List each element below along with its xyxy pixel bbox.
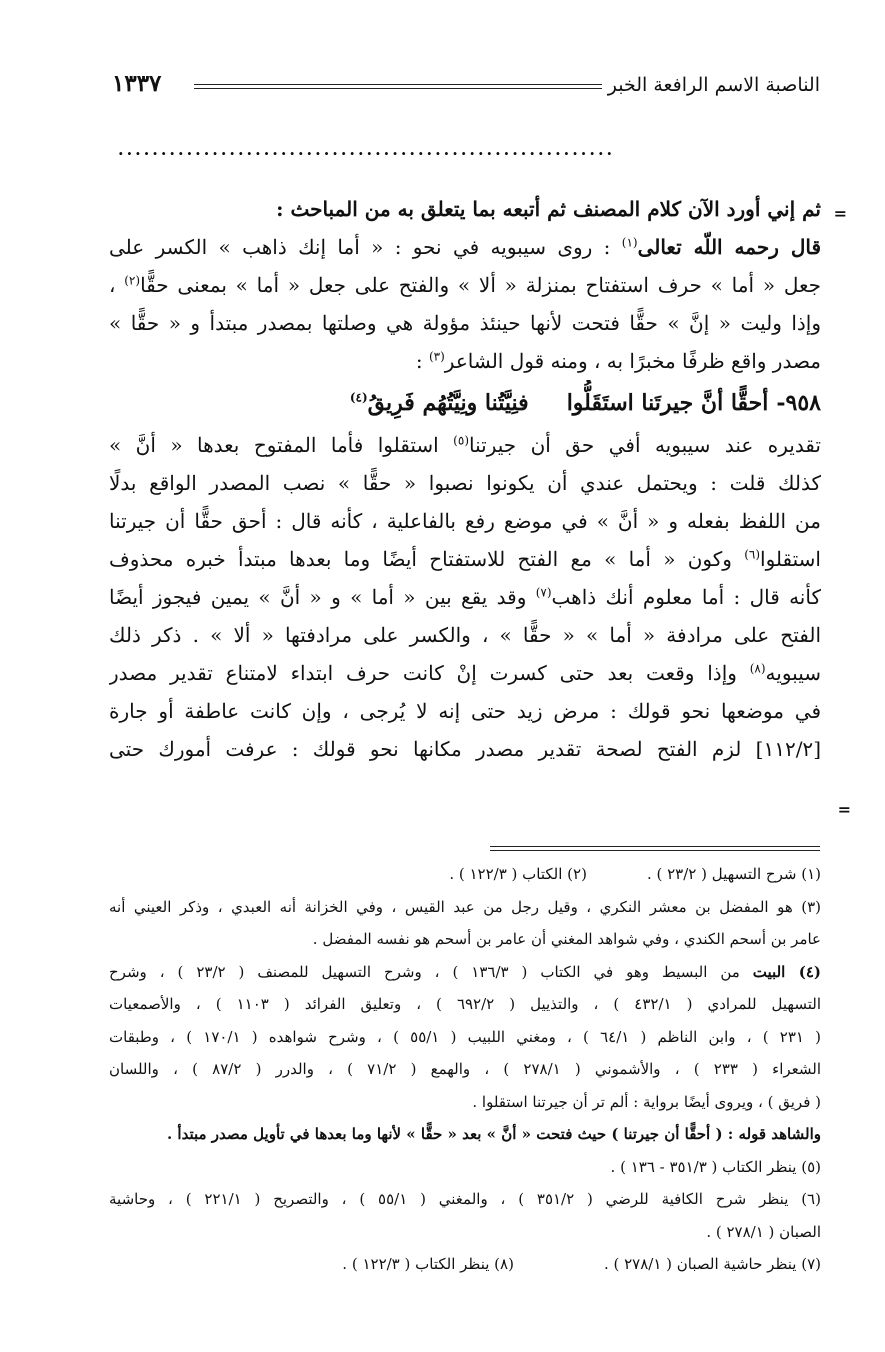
footnotes bbox=[109, 858, 821, 1281]
header-title: الناصبة الاسم الرافعة الخبر bbox=[607, 74, 820, 96]
footnote-line bbox=[109, 1248, 821, 1281]
page-number: ١٣٣٧ bbox=[112, 70, 162, 97]
text-line: من اللفظ بفعله و « أنَّ » في موضع رفع بالفاعلية ، كأنه قال : أحق حقًّا أن جيرتنا bbox=[109, 509, 821, 533]
text-span: وإذا وقعت بعد حتى كسرت إنْ كانت حرف ابتداء لامتناع تقدير مصدر bbox=[109, 661, 750, 685]
text-span: كأنه قال : أما معلوم أنك ذاهب bbox=[551, 585, 821, 609]
footnote-ref[interactable]: (٧) bbox=[535, 585, 552, 600]
text-span: مصدر واقع ظرفًا مخبرًا به ، ومنه قول الشاعر bbox=[444, 349, 821, 373]
text-span: من البسيط وهو في الكتاب ( ١٣٦/٣ ) ، وشرح التسهيل للمصنف ( ٢٣/٢ ) ، وشرح bbox=[109, 962, 753, 981]
footnote-4-lead: (٤) البيت bbox=[752, 962, 821, 981]
footnote-7: (٧) ينظر حاشية الصبان ( ٢٧٨/١ ) . bbox=[603, 1255, 821, 1273]
text-span: استقلوا bbox=[760, 547, 821, 571]
footnote-3: (٣) هو المفضل بن معشر النكري ، وقيل رجل من عبد القيس ، وفي الخزانة أنه العبدي ، وذكر العيني أنه bbox=[109, 897, 821, 916]
verse-hemistich-1: أحقًّا أنَّ جيرتَنا استَقَلُّوا bbox=[566, 390, 769, 416]
text-span: : روى سيبويه في نحو : « أما إنك ذاهب » الكسر على bbox=[109, 235, 622, 259]
text-span: تقديره عند سيبويه أفي حق أن جيرتنا bbox=[469, 433, 821, 457]
footnote-5: (٥) ينظر الكتاب ( ٣٥١/٣ - ١٣٦ ) . bbox=[610, 1157, 821, 1176]
text-span: وقد يقع بين « أما » و « أنَّ » يمين فيجوز أيضًا bbox=[109, 585, 536, 609]
footnote-4 bbox=[109, 956, 821, 989]
text-span: وكون « أما » مع الفتح للاستفتاح أيضًا وما بعدها مبتدأ خبره محذوف bbox=[109, 547, 745, 571]
footnote-4-cont: الشعراء ( ٢٣٣ ) ، والأشموني ( ٢٧٨/١ ) ، والهمع ( ٧١/٢ ) ، والدرر ( ٨٧/٢ ) ، واللسان bbox=[109, 1060, 821, 1078]
footnote-line bbox=[109, 858, 821, 891]
text-line bbox=[109, 540, 821, 578]
text-line: الفتح على مرادفة « أما » « حقًّا » ، والكسر على مرادفتها « ألا » . ذكر ذلك bbox=[109, 623, 821, 647]
footnote-ref[interactable]: (٦) bbox=[744, 547, 761, 562]
text-line: كذلك قلت : ويحتمل عندي أن يكونوا نصبوا « حقًّا » نصب المصدر الواقع بدلًا bbox=[109, 471, 821, 495]
header-rule bbox=[194, 84, 602, 89]
footnote-ref[interactable]: (٤) bbox=[349, 390, 368, 405]
text-line bbox=[109, 266, 821, 304]
dotted-separator: .......................................................... bbox=[118, 140, 616, 156]
footnote-6: (٦) ينظر شرح الكافية للرضي ( ٣٥١/٢ ) ، والمغني ( ٥٥/١ ) ، والتصريح ( ٢٢١/١ ) ، وحاشية bbox=[109, 1190, 821, 1208]
margin-mark-top: = bbox=[833, 204, 847, 223]
text-line: وإذا وليت « إنَّ » حقًّا فتحت لأنها حينئذ مؤولة هي وصلتها بمصدر مبتدأ و « حقًّا » bbox=[109, 311, 821, 335]
text-line: في موضعها نحو قولك : مرض زيد حتى إنه لا يُرجى ، وإن كانت عاطفة أو جارة bbox=[109, 699, 821, 723]
text-line bbox=[109, 426, 821, 464]
text-span: : bbox=[415, 349, 429, 373]
text-span: ، bbox=[109, 273, 125, 297]
footnote-4-cont: ( ٢٣١ ) ، وابن الناظم ( ٦٤/١ ) ، ومغني اللبيب ( ٥٥/١ ) ، وشرح شواهده ( ١٧٠/١ ) ، وطبقات bbox=[109, 1027, 821, 1046]
footnote-4-witness: والشاهد قوله : ( أحقًّا أن جيرتنا ) حيث فتحت « أنَّ » بعد « حقًّا » لأنها وما بعدها في تأويل مصدر مبتدأ . bbox=[166, 1125, 821, 1143]
text-line bbox=[109, 578, 821, 616]
footnote-2: (٢) الكتاب ( ١٢٢/٣ ) . bbox=[449, 865, 587, 883]
intro-line: ثم إني أورد الآن كلام المصنف ثم أتبعه بما يتعلق به من المباحث : bbox=[276, 197, 821, 221]
text-line: [١١٢/٢] لزم الفتح لصحة تقدير مصدر مكانها نحو قولك : عرفت أمورك حتى bbox=[109, 737, 821, 761]
running-header bbox=[112, 68, 820, 104]
quote-lead: قال رحمه اللّه تعالى bbox=[637, 235, 821, 259]
verse-number: ٩٥٨- bbox=[776, 390, 821, 416]
footnote-rule bbox=[490, 846, 820, 851]
footnote-6-cont: الصبان ( ٢٧٨/١ ) . bbox=[706, 1222, 821, 1241]
footnote-ref[interactable]: (٣) bbox=[428, 349, 445, 364]
footnote-1: (١) شرح التسهيل ( ٢٣/٢ ) . bbox=[646, 865, 821, 883]
main-text bbox=[109, 190, 821, 768]
footnote-4-cont: ( فريق ) ، ويروى أيضًا برواية : ألم تر أن جيرتنا استقلوا . bbox=[472, 1092, 821, 1111]
text-span: استقلوا فأما المفتوح بعدها « أنَّ » bbox=[109, 433, 454, 457]
verse-line bbox=[109, 380, 821, 426]
footnote-ref[interactable]: (٥) bbox=[453, 433, 469, 448]
text-line bbox=[109, 228, 821, 266]
text-line bbox=[109, 342, 821, 380]
footnote-3-cont: عامر بن أسحم الكندي ، وفي شواهد المغني أن عامر بن أسحم هو نفسه المفضل . bbox=[312, 930, 821, 948]
margin-mark-bottom: = bbox=[837, 800, 851, 819]
text-line bbox=[109, 654, 821, 692]
footnote-ref[interactable]: (٢) bbox=[124, 273, 141, 288]
verse-hemistich-2: فنِيَّتُنا ونِيَّتُهُم فَرِيقُ bbox=[367, 390, 529, 416]
footnote-ref[interactable]: (٨) bbox=[749, 661, 766, 676]
text-span: جعل « أما » حرف استفتاح بمنزلة « ألا » والفتح على جعل « أما » بمعنى حقًّا bbox=[140, 273, 821, 297]
text-span: سيبويه bbox=[765, 661, 821, 685]
footnote-8: (٨) ينظر الكتاب ( ١٢٢/٣ ) . bbox=[342, 1255, 514, 1273]
footnote-4-cont: التسهيل للمرادي ( ٤٣٢/١ ) ، والتذييل ( ٦٩٢/٢ ) ، وتعليق الفرائد ( ١١٠٣ ) ، والأصمعيات bbox=[109, 995, 821, 1013]
footnote-ref[interactable]: (١) bbox=[621, 235, 638, 250]
